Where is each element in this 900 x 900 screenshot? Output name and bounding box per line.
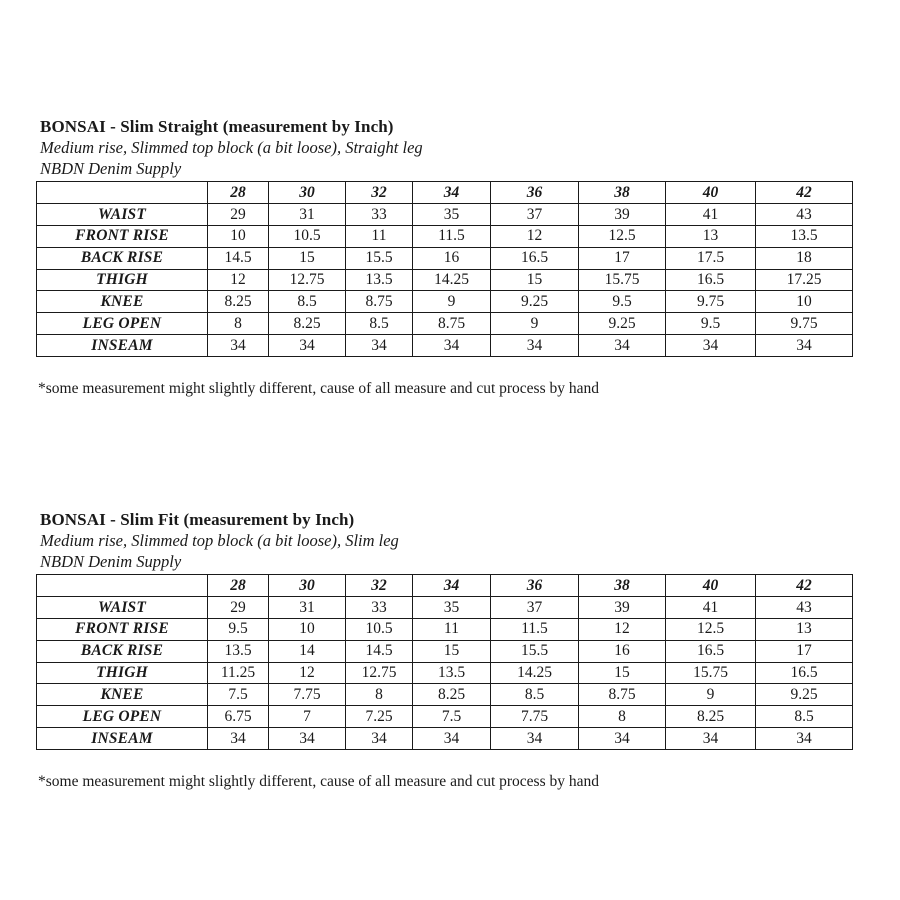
row-label: FRONT RISE xyxy=(37,225,208,247)
measurement-cell: 31 xyxy=(269,596,346,618)
footnote: *some measurement might slightly different, cause of all measure and cut process by hand xyxy=(38,380,599,398)
measurement-cell: 9.25 xyxy=(491,291,579,313)
table-row xyxy=(37,640,853,662)
measurement-cell: 41 xyxy=(666,203,756,225)
measurement-cell: 17.25 xyxy=(756,269,853,291)
measurement-cell: 8.5 xyxy=(756,706,853,728)
size-header-cell: 30 xyxy=(269,182,346,204)
row-label: THIGH xyxy=(37,269,208,291)
measurement-cell: 9.5 xyxy=(208,618,269,640)
measurement-cell: 9.25 xyxy=(579,313,666,335)
size-chart-section-slim-fit xyxy=(36,509,852,791)
measurement-cell: 14.5 xyxy=(208,247,269,269)
row-label: THIGH xyxy=(37,662,208,684)
table-row xyxy=(37,618,853,640)
measurement-cell: 15 xyxy=(269,247,346,269)
size-header-cell: 32 xyxy=(346,182,413,204)
measurement-cell: 13.5 xyxy=(413,662,491,684)
measurement-cell: 10 xyxy=(269,618,346,640)
measurement-cell: 12.75 xyxy=(269,269,346,291)
row-label: FRONT RISE xyxy=(37,618,208,640)
measurement-cell: 8.5 xyxy=(491,684,579,706)
measurement-cell: 8 xyxy=(579,706,666,728)
row-label: BACK RISE xyxy=(37,640,208,662)
row-label: INSEAM xyxy=(37,728,208,750)
measurement-cell: 8.5 xyxy=(269,291,346,313)
table-row xyxy=(37,203,853,225)
measurement-cell: 12 xyxy=(208,269,269,291)
row-label: LEG OPEN xyxy=(37,313,208,335)
measurement-cell: 15.75 xyxy=(579,269,666,291)
measurement-cell: 13.5 xyxy=(208,640,269,662)
measurement-cell: 39 xyxy=(579,203,666,225)
measurement-cell: 34 xyxy=(413,728,491,750)
measurement-cell: 34 xyxy=(666,728,756,750)
measurement-cell: 10.5 xyxy=(346,618,413,640)
measurement-cell: 9 xyxy=(666,684,756,706)
chart-subtitle: Medium rise, Slimmed top block (a bit loose), Straight leg xyxy=(40,138,423,157)
measurement-cell: 29 xyxy=(208,203,269,225)
row-label: WAIST xyxy=(37,203,208,225)
corner-cell xyxy=(37,182,208,204)
table-row xyxy=(37,269,853,291)
measurement-cell: 11 xyxy=(413,618,491,640)
size-header-cell: 38 xyxy=(579,575,666,597)
measurement-cell: 13 xyxy=(666,225,756,247)
measurement-cell: 12.5 xyxy=(579,225,666,247)
measurement-cell: 8.25 xyxy=(666,706,756,728)
measurement-cell: 9 xyxy=(491,313,579,335)
chart-subtitle: Medium rise, Slimmed top block (a bit loose), Slim leg xyxy=(40,531,399,550)
measurement-cell: 11.5 xyxy=(413,225,491,247)
size-header-cell: 36 xyxy=(491,182,579,204)
size-header-row xyxy=(37,182,853,204)
measurement-cell: 16.5 xyxy=(491,247,579,269)
size-table-slim-fit xyxy=(36,574,853,750)
measurement-cell: 15 xyxy=(413,640,491,662)
brand-line: NBDN Denim Supply xyxy=(40,159,182,178)
size-header-row xyxy=(37,575,853,597)
measurement-cell: 10 xyxy=(208,225,269,247)
measurement-cell: 34 xyxy=(413,335,491,357)
measurement-cell: 34 xyxy=(579,728,666,750)
row-label: BACK RISE xyxy=(37,247,208,269)
table-row xyxy=(37,728,853,750)
measurement-cell: 7.75 xyxy=(269,684,346,706)
size-header-cell: 40 xyxy=(666,182,756,204)
measurement-cell: 16.5 xyxy=(756,662,853,684)
measurement-cell: 11 xyxy=(346,225,413,247)
measurement-cell: 15.5 xyxy=(491,640,579,662)
measurement-cell: 12 xyxy=(269,662,346,684)
measurement-cell: 17 xyxy=(756,640,853,662)
measurement-cell: 8.75 xyxy=(413,313,491,335)
table-row xyxy=(37,291,853,313)
measurement-cell: 12.5 xyxy=(666,618,756,640)
measurement-cell: 43 xyxy=(756,203,853,225)
size-header-cell: 38 xyxy=(579,182,666,204)
measurement-cell: 11.5 xyxy=(491,618,579,640)
measurement-cell: 35 xyxy=(413,203,491,225)
measurement-cell: 34 xyxy=(346,335,413,357)
footnote: *some measurement might slightly different, cause of all measure and cut process by hand xyxy=(38,773,599,791)
measurement-cell: 34 xyxy=(579,335,666,357)
measurement-cell: 8 xyxy=(208,313,269,335)
measurement-cell: 37 xyxy=(491,203,579,225)
measurement-cell: 35 xyxy=(413,596,491,618)
measurement-cell: 8.5 xyxy=(346,313,413,335)
measurement-cell: 8.75 xyxy=(579,684,666,706)
measurement-cell: 16 xyxy=(579,640,666,662)
size-table-slim-straight xyxy=(36,181,853,357)
table-row xyxy=(37,596,853,618)
measurement-cell: 15.5 xyxy=(346,247,413,269)
measurement-cell: 7.75 xyxy=(491,706,579,728)
measurement-cell: 7.5 xyxy=(413,706,491,728)
measurement-cell: 11.25 xyxy=(208,662,269,684)
measurement-cell: 14 xyxy=(269,640,346,662)
measurement-cell: 34 xyxy=(491,728,579,750)
table-row xyxy=(37,706,853,728)
table-row xyxy=(37,335,853,357)
measurement-cell: 14.5 xyxy=(346,640,413,662)
table-row xyxy=(37,662,853,684)
measurement-cell: 34 xyxy=(756,728,853,750)
table-row xyxy=(37,313,853,335)
row-label: WAIST xyxy=(37,596,208,618)
measurement-cell: 34 xyxy=(756,335,853,357)
measurement-cell: 39 xyxy=(579,596,666,618)
measurement-cell: 10.5 xyxy=(269,225,346,247)
row-label: INSEAM xyxy=(37,335,208,357)
measurement-cell: 12.75 xyxy=(346,662,413,684)
size-header-cell: 28 xyxy=(208,575,269,597)
measurement-cell: 15 xyxy=(491,269,579,291)
measurement-cell: 9.75 xyxy=(756,313,853,335)
measurement-cell: 15.75 xyxy=(666,662,756,684)
measurement-cell: 7 xyxy=(269,706,346,728)
measurement-cell: 17.5 xyxy=(666,247,756,269)
measurement-cell: 34 xyxy=(208,335,269,357)
table-row xyxy=(37,247,853,269)
measurement-cell: 34 xyxy=(269,335,346,357)
measurement-cell: 34 xyxy=(491,335,579,357)
measurement-cell: 13.5 xyxy=(756,225,853,247)
measurement-cell: 17 xyxy=(579,247,666,269)
measurement-cell: 14.25 xyxy=(491,662,579,684)
chart-title: BONSAI - Slim Fit (measurement by Inch) xyxy=(40,510,355,529)
size-header-cell: 36 xyxy=(491,575,579,597)
size-header-cell: 28 xyxy=(208,182,269,204)
measurement-cell: 31 xyxy=(269,203,346,225)
measurement-cell: 9.25 xyxy=(756,684,853,706)
measurement-cell: 34 xyxy=(666,335,756,357)
measurement-cell: 14.25 xyxy=(413,269,491,291)
measurement-cell: 6.75 xyxy=(208,706,269,728)
row-label: KNEE xyxy=(37,291,208,313)
size-header-cell: 42 xyxy=(756,575,853,597)
measurement-cell: 8.25 xyxy=(413,684,491,706)
measurement-cell: 13.5 xyxy=(346,269,413,291)
measurement-cell: 18 xyxy=(756,247,853,269)
corner-cell xyxy=(37,575,208,597)
measurement-cell: 37 xyxy=(491,596,579,618)
size-header-cell: 40 xyxy=(666,575,756,597)
table-row xyxy=(37,684,853,706)
measurement-cell: 10 xyxy=(756,291,853,313)
measurement-cell: 13 xyxy=(756,618,853,640)
row-label: LEG OPEN xyxy=(37,706,208,728)
brand-line: NBDN Denim Supply xyxy=(40,552,182,571)
measurement-cell: 16.5 xyxy=(666,640,756,662)
measurement-cell: 34 xyxy=(346,728,413,750)
measurement-cell: 7.25 xyxy=(346,706,413,728)
measurement-cell: 12 xyxy=(579,618,666,640)
size-chart-section-slim-straight xyxy=(36,116,852,398)
table-row xyxy=(37,225,853,247)
row-label: KNEE xyxy=(37,684,208,706)
measurement-cell: 41 xyxy=(666,596,756,618)
measurement-cell: 9.5 xyxy=(666,313,756,335)
size-header-cell: 32 xyxy=(346,575,413,597)
measurement-cell: 9.5 xyxy=(579,291,666,313)
measurement-cell: 33 xyxy=(346,596,413,618)
measurement-cell: 34 xyxy=(208,728,269,750)
measurement-cell: 34 xyxy=(269,728,346,750)
measurement-cell: 7.5 xyxy=(208,684,269,706)
measurement-cell: 29 xyxy=(208,596,269,618)
size-header-cell: 42 xyxy=(756,182,853,204)
measurement-cell: 15 xyxy=(579,662,666,684)
measurement-cell: 8 xyxy=(346,684,413,706)
measurement-cell: 8.25 xyxy=(269,313,346,335)
chart-title: BONSAI - Slim Straight (measurement by Inch) xyxy=(40,117,394,136)
measurement-cell: 8.75 xyxy=(346,291,413,313)
size-header-cell: 34 xyxy=(413,575,491,597)
measurement-cell: 16.5 xyxy=(666,269,756,291)
measurement-cell: 43 xyxy=(756,596,853,618)
measurement-cell: 33 xyxy=(346,203,413,225)
measurement-cell: 9.75 xyxy=(666,291,756,313)
measurement-cell: 9 xyxy=(413,291,491,313)
size-header-cell: 34 xyxy=(413,182,491,204)
measurement-cell: 16 xyxy=(413,247,491,269)
measurement-cell: 12 xyxy=(491,225,579,247)
measurement-cell: 8.25 xyxy=(208,291,269,313)
size-header-cell: 30 xyxy=(269,575,346,597)
